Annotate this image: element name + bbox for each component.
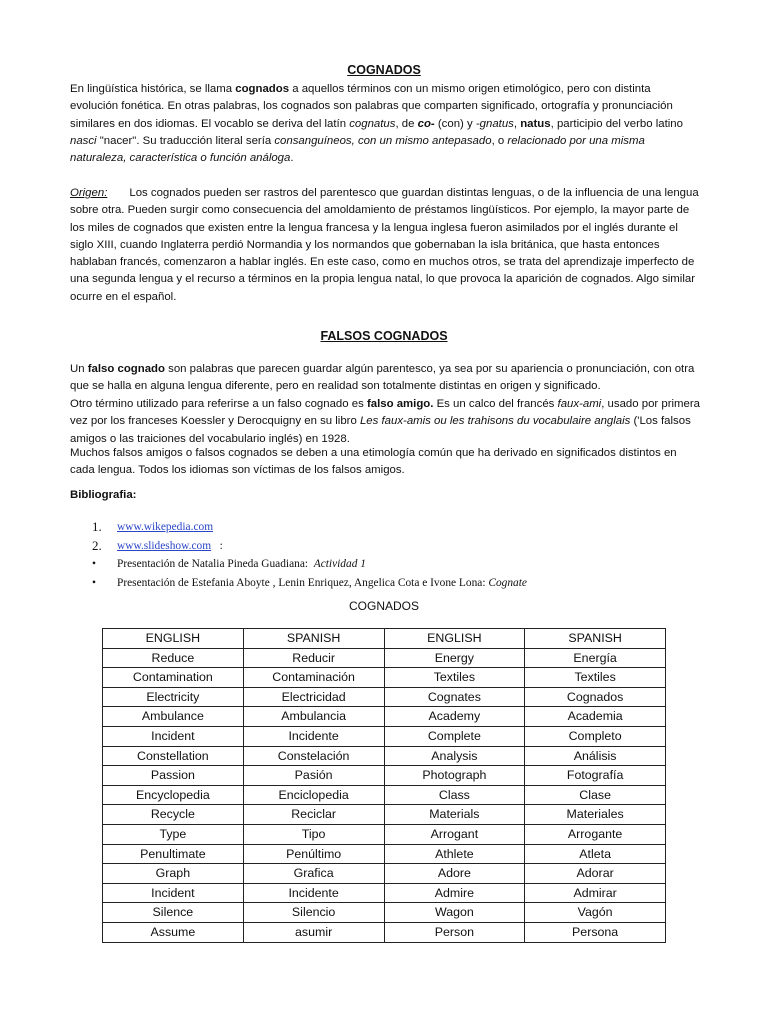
table-cell: Reducir <box>243 648 384 668</box>
table-row <box>103 805 666 825</box>
table-cell: Silence <box>103 903 244 923</box>
table-cell: Clase <box>525 785 666 805</box>
table-cell: Passion <box>103 766 244 786</box>
table-cell: Electricity <box>103 687 244 707</box>
table-cell: Contaminación <box>243 668 384 688</box>
table-cell: Ambulancia <box>243 707 384 727</box>
table-row <box>103 726 666 746</box>
section-title-cognados: COGNADOS <box>347 63 421 77</box>
table-row <box>103 668 666 688</box>
table-cell: Wagon <box>384 903 525 923</box>
table-cell: Class <box>384 785 525 805</box>
header-cell: SPANISH <box>525 629 666 649</box>
table-cell: Academia <box>525 707 666 727</box>
table-row <box>103 687 666 707</box>
table-cell: Silencio <box>243 903 384 923</box>
table-cell: Atleta <box>525 844 666 864</box>
table-cell: Completo <box>525 726 666 746</box>
table-cell: Incidente <box>243 883 384 903</box>
table-cell: Graph <box>103 864 244 884</box>
table-cell: Reciclar <box>243 805 384 825</box>
table-cell: Tipo <box>243 824 384 844</box>
header-cell: ENGLISH <box>384 629 525 649</box>
table-row <box>103 707 666 727</box>
table-cell: Complete <box>384 726 525 746</box>
bibliography-item: • Presentación de Estefania Aboyte , Lenin Enriquez, Angelica Cota e Ivone Lona: Cognate <box>92 574 712 593</box>
table-cell: Cognados <box>525 687 666 707</box>
table-cell: Fotografía <box>525 766 666 786</box>
table-cell: Admirar <box>525 883 666 903</box>
table-row <box>103 844 666 864</box>
cognates-table <box>102 628 666 943</box>
table-cell: Photograph <box>384 766 525 786</box>
slideshow-link[interactable]: www.slideshow.com <box>117 539 212 552</box>
table-cell: Enciclopedia <box>243 785 384 805</box>
table-cell: Incident <box>103 883 244 903</box>
table-cell: Academy <box>384 707 525 727</box>
table-cell: Análisis <box>525 746 666 766</box>
table-cell: Contamination <box>103 668 244 688</box>
table-cell: Reduce <box>103 648 244 668</box>
bibliography-title: Bibliografia: <box>70 489 137 501</box>
table-cell: Admire <box>384 883 525 903</box>
table-row <box>103 785 666 805</box>
table-caption: COGNADOS <box>348 599 419 613</box>
table-cell: Adore <box>384 864 525 884</box>
origen-paragraph: Origen: Los cognados pueden ser rastros del parentesco que guardan distintas lenguas, o de la influencia de una lengua sobre otra. Pueden surgir como consecuencia del amoldamiento de préstamos lingüísticos. Por ejemplo, la mayor parte de los miles de cognados que existen entre la lengua francesa y la lengua inglesa fueron asimilados por el inglés durante el siglo XIII, cuando Inglaterra perdió Normandia y los normandos que gobernaban la isla británica, que hasta entonces hablaban francés, comenzaron a hablar inglés. En este caso, como en muchos otros, se trata del aprendizaje imperfecto de una segunda lengua y el recurso a términos en la propia lengua natal, lo que provoca la aparición de cognados. Algo similar ocurre en el español. <box>70 187 699 303</box>
bibliography-item <box>92 518 712 537</box>
table-cell: Penultimate <box>103 844 244 864</box>
table-cell: Cognates <box>384 687 525 707</box>
table-row <box>103 903 666 923</box>
table-cell: Recycle <box>103 805 244 825</box>
falsos-paragraph-2: Otro término utilizado para referirse a un falso cognado es falso amigo. Es un calco del francés faux-ami, usado por primera vez por los franceses Koessler y Derocquigny en su libro Les faux-amis ou les trahisons du vocabulaire anglais ('Los falsos amigos o las traiciones del vocabulario inglés) en 1928. <box>70 398 700 445</box>
table-cell: Materials <box>384 805 525 825</box>
bibliography-item: 2. www.slideshow.com : <box>92 537 712 556</box>
table-cell: Ambulance <box>103 707 244 727</box>
table-cell: Vagón <box>525 903 666 923</box>
table-header-row <box>103 629 666 649</box>
origen-label: Origen: <box>70 187 108 199</box>
table-cell: Penúltimo <box>243 844 384 864</box>
section-title-falsos-cognados: FALSOS COGNADOS <box>320 329 448 343</box>
table-cell: Materiales <box>525 805 666 825</box>
table-row <box>103 766 666 786</box>
table-row <box>103 883 666 903</box>
table-cell: Athlete <box>384 844 525 864</box>
table-cell: Grafica <box>243 864 384 884</box>
table-cell: Type <box>103 824 244 844</box>
header-cell: SPANISH <box>243 629 384 649</box>
table-cell: Constelación <box>243 746 384 766</box>
table-row <box>103 864 666 884</box>
table-cell: Pasión <box>243 766 384 786</box>
table-cell: Analysis <box>384 746 525 766</box>
bullet-icon: • <box>92 576 96 589</box>
table-cell: asumir <box>243 922 384 942</box>
table-cell: Person <box>384 922 525 942</box>
table-cell: Arrogante <box>525 824 666 844</box>
table-cell: Textiles <box>384 668 525 688</box>
bullet-icon: • <box>92 558 96 570</box>
table-cell: Incident <box>103 726 244 746</box>
bibliography-item: • Presentación de Natalia Pineda Guadiana: Actividad 1 <box>92 555 712 574</box>
table-cell: Textiles <box>525 668 666 688</box>
table-row <box>103 824 666 844</box>
list-marker: 2. <box>92 537 102 553</box>
intro-paragraph: En lingüística histórica, se llama cognados a aquellos términos con un mismo origen etimológico, pero con distinta evolución fonética. En otras palabras, los cognados son palabras que comparten significado, ortografía y pronunciación similares en dos idiomas. El vocablo se deriva del latín cognatus, de co- (con) y -gnatus, natus, participio del verbo latino nasci "nacer". Su traducción literal sería consanguíneos, con un mismo antepasado, o relacionado por una misma naturaleza, característica o función análoga. <box>70 83 683 165</box>
bibliography-list <box>92 518 712 592</box>
table-cell: Assume <box>103 922 244 942</box>
table-cell: Arrogant <box>384 824 525 844</box>
table-row <box>103 648 666 668</box>
table-cell: Adorar <box>525 864 666 884</box>
table-cell: Energía <box>525 648 666 668</box>
table-row <box>103 746 666 766</box>
table-cell: Persona <box>525 922 666 942</box>
table-cell: Encyclopedia <box>103 785 244 805</box>
table-row <box>103 922 666 942</box>
wikepedia-link[interactable]: www.wikepedia.com <box>117 521 214 533</box>
falsos-paragraph-1: Un falso cognado son palabras que parecen guardar algún parentesco, ya sea por su apariencia o pronunciación, con otra que se halla en alguna lengua diferente, pero en realidad son totalmente distintas en origen y significado. <box>70 363 695 393</box>
header-cell: ENGLISH <box>103 629 244 649</box>
table-cell: Electricidad <box>243 687 384 707</box>
falsos-paragraph-3: Muchos falsos amigos o falsos cognados se deben a una etimología común que ha derivado en significados distintos en cada lengua. Todos los idiomas son víctimas de los falsos amigos. <box>70 447 677 477</box>
table-cell: Incidente <box>243 726 384 746</box>
table-cell: Constellation <box>103 746 244 766</box>
list-marker: 1. <box>92 519 102 534</box>
table-cell: Energy <box>384 648 525 668</box>
